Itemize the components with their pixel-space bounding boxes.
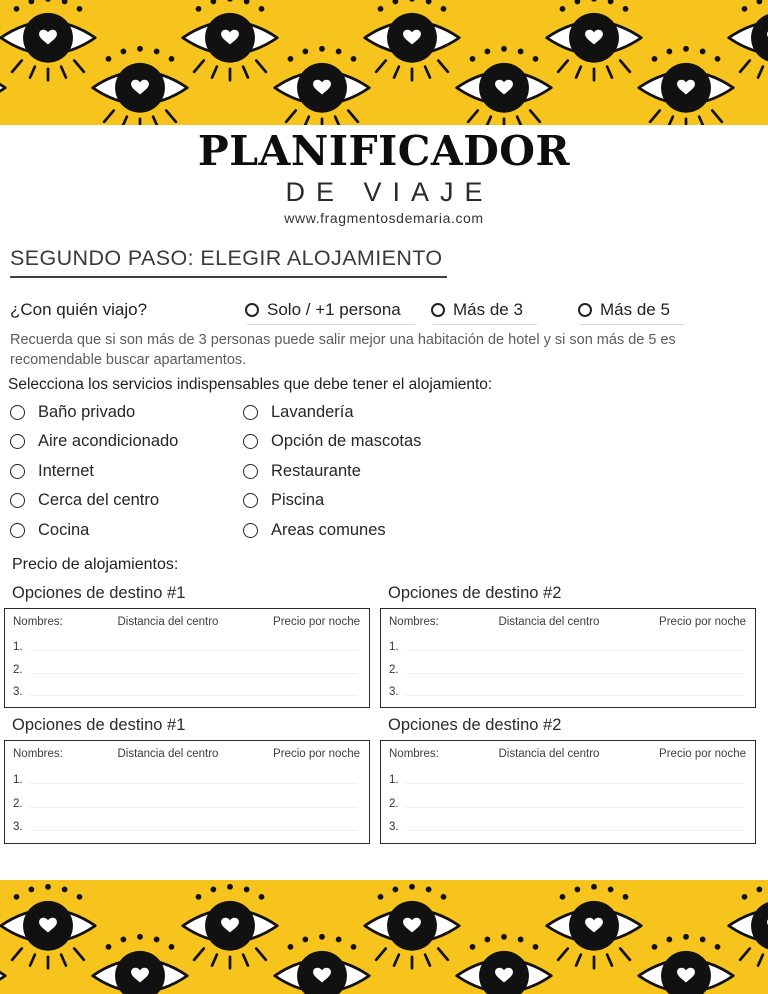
table-row [13,657,360,677]
destination-table-3 [4,716,370,844]
table-header-row [13,748,360,760]
checkbox-circle-icon[interactable] [10,405,25,420]
row-number: 1. [389,640,399,653]
eye-icon [547,884,642,968]
table-row [389,791,746,811]
table-title: Opciones de destino #1 [12,716,186,734]
table-header-row [389,748,746,760]
pricing-tables-grid [4,584,756,844]
fill-in-line[interactable] [30,673,358,674]
checkbox-circle-icon[interactable] [243,405,258,420]
eye-icon [365,884,460,968]
eye-icon [365,0,460,80]
checkbox-circle-icon[interactable] [243,493,258,508]
table-box [380,608,756,708]
service-label: Restaurante [271,461,361,480]
service-option-lavanderia[interactable] [243,403,421,421]
service-option-internet[interactable] [10,462,178,480]
row-number: 3. [13,821,23,834]
col-header-distancia: Distancia del centro [117,616,219,628]
table-row [13,767,360,787]
table-row [13,634,360,654]
eye-icon [639,46,734,125]
services-instruction: Selecciona los servicios indispensables que debe tener el alojamiento: [8,376,493,393]
eye-pattern-band-bottom [0,880,768,994]
destination-table-1 [4,584,370,708]
website-url: www.fragmentosdemaria.com [284,210,484,226]
col-header-precio: Precio por noche [273,616,360,628]
fill-in-line[interactable] [406,807,744,808]
table-row [389,634,746,654]
eye-icon [0,46,5,125]
fill-in-line[interactable] [406,650,744,651]
fill-in-line[interactable] [30,695,358,696]
col-header-precio: Precio por noche [659,748,746,760]
service-label: Opción de mascotas [271,432,422,450]
page-subtitle: DE VIAJE [285,177,494,207]
radio-circle-icon[interactable] [431,303,445,317]
radio-label: Más de 5 [600,300,670,319]
service-label: Areas comunes [271,520,386,539]
fill-in-line[interactable] [30,650,358,651]
table-row [13,679,360,699]
table-row [13,791,360,811]
eye-icon [183,0,278,80]
eye-icon [93,934,188,994]
service-label: Piscina [271,491,325,509]
destination-table-4 [380,716,756,844]
eye-icon [639,934,734,994]
radio-option-solo[interactable] [245,300,401,320]
eye-pattern [0,880,768,994]
eye-icon [93,46,188,125]
fill-in-line[interactable] [30,830,358,831]
col-header-nombres: Nombres: [389,616,439,628]
service-option-cerca-del-centro[interactable] [10,492,178,510]
service-label: Aire acondicionado [38,432,179,450]
eye-icon [547,0,642,80]
row-number: 1. [13,640,23,653]
eye-icon [729,0,768,80]
checkbox-circle-icon[interactable] [243,434,258,449]
companions-question: ¿Con quién viajo? [10,300,148,319]
table-title: Opciones de destino #1 [12,584,186,602]
row-number: 3. [13,686,23,699]
eye-pattern-band-top [0,0,768,125]
col-header-precio: Precio por noche [659,616,746,628]
checkbox-circle-icon[interactable] [243,523,258,538]
radio-label: Solo / +1 persona [267,300,401,319]
service-label: Internet [38,461,94,480]
service-option-cocina[interactable] [10,521,178,539]
table-box [380,740,756,844]
col-header-precio: Precio por noche [273,748,360,760]
table-box [4,608,370,708]
service-option-piscina[interactable] [243,492,421,510]
col-header-distancia: Distancia del centro [498,616,600,628]
eye-icon [183,884,278,968]
pricing-heading: Precio de alojamientos: [12,556,179,573]
table-box [4,740,370,844]
service-option-restaurante[interactable] [243,462,421,480]
service-option-areas-comunes[interactable] [243,521,421,539]
col-header-distancia: Distancia del centro [498,748,600,760]
companions-row [0,300,768,326]
table-row [13,814,360,834]
companions-note: Recuerda que si son más de 3 personas puede salir mejor una habitación de hotel y si son más de 5 es recomendable buscar apartamentos. [10,332,676,368]
service-option-mascotas[interactable] [243,433,421,451]
step-heading: SEGUNDO PASO: ELEGIR ALOJAMIENTO [10,246,447,278]
row-number: 3. [389,821,399,834]
fill-in-line[interactable] [406,830,744,831]
fill-in-line[interactable] [406,783,744,784]
table-title: Opciones de destino #2 [388,716,562,734]
fill-in-line[interactable] [406,673,744,674]
table-row [389,679,746,699]
col-header-nombres: Nombres: [13,748,63,760]
eye-icon [729,884,768,968]
checkbox-circle-icon[interactable] [243,464,258,479]
services-column-1 [10,403,178,539]
checkbox-circle-icon[interactable] [10,523,25,538]
col-header-nombres: Nombres: [389,748,439,760]
service-label: Baño privado [38,402,136,421]
eye-pattern [0,0,768,125]
eye-icon [457,46,552,125]
table-title: Opciones de destino #2 [388,584,562,602]
eye-icon [275,934,370,994]
service-label: Cerca del centro [38,491,160,509]
destination-table-2 [380,584,756,708]
service-label: Lavandería [271,402,354,421]
radio-circle-icon[interactable] [245,303,259,317]
services-column-2 [243,403,421,539]
radio-circle-icon[interactable] [578,303,592,317]
row-number: 1. [13,773,23,786]
service-option-bano-privado[interactable] [10,403,178,421]
checkbox-circle-icon[interactable] [10,464,25,479]
row-number: 2. [13,663,23,676]
table-header-row [389,616,746,628]
fill-in-line[interactable] [30,807,358,808]
row-number: 2. [13,797,23,810]
fill-in-line[interactable] [406,695,744,696]
col-header-distancia: Distancia del centro [117,748,219,760]
row-number: 3. [389,686,399,699]
eye-icon [1,0,96,80]
table-row [389,814,746,834]
table-row [389,657,746,677]
eye-icon [0,934,5,994]
service-option-aire-acondicionado[interactable] [10,433,178,451]
eye-icon [457,934,552,994]
radio-label: Más de 3 [453,300,523,319]
eye-icon [1,884,96,968]
row-number: 1. [389,773,399,786]
radio-option-mas-de-5[interactable] [578,300,670,320]
checkbox-circle-icon[interactable] [10,493,25,508]
table-header-row [13,616,360,628]
checkbox-circle-icon[interactable] [10,434,25,449]
row-number: 2. [389,797,399,810]
fill-in-line[interactable] [30,783,358,784]
service-label: Cocina [38,520,90,539]
radio-option-mas-de-3[interactable] [431,300,523,320]
col-header-nombres: Nombres: [13,616,63,628]
table-row [389,767,746,787]
page-title: PLANIFICADOR [197,127,571,175]
eye-icon [275,46,370,125]
row-number: 2. [389,663,399,676]
